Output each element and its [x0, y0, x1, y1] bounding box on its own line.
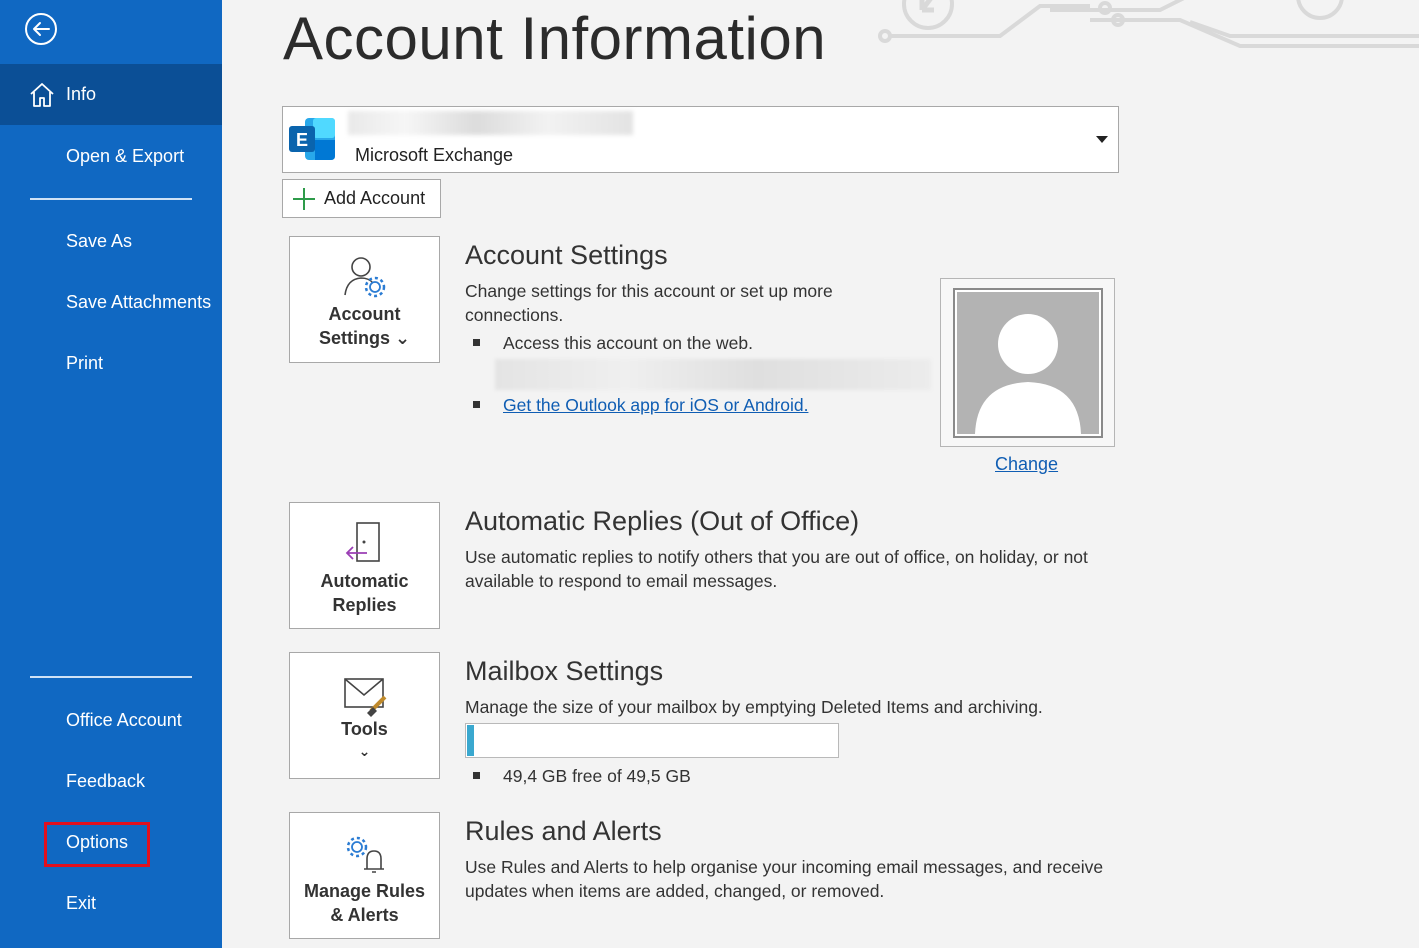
backstage-sidebar — [0, 0, 222, 948]
manage-rules-alerts-button[interactable] — [289, 812, 440, 939]
nav-divider — [30, 676, 192, 678]
tools-button[interactable] — [289, 652, 440, 779]
nav-label-options: Options — [66, 832, 129, 852]
mailbox-settings-title: Mailbox Settings — [465, 656, 664, 686]
page-title: Account Information — [283, 5, 827, 72]
mailbox-storage-bar — [465, 723, 839, 758]
nav-label-print: Print — [66, 353, 104, 373]
nav-divider — [30, 198, 192, 200]
automatic-replies-label-1: Automatic — [320, 571, 409, 591]
profile-photo-frame — [940, 278, 1115, 447]
nav-item-exit[interactable] — [0, 873, 222, 934]
mailbox-storage-fill — [467, 725, 474, 756]
bullet — [473, 772, 480, 779]
account-settings-title: Account Settings — [465, 240, 668, 270]
tools-chevron-icon: ⌄ — [358, 743, 371, 759]
automatic-replies-label-2: Replies — [332, 595, 397, 615]
nav-label-exit: Exit — [66, 893, 97, 913]
svg-text:E: E — [295, 130, 309, 150]
nav-item-open-export[interactable] — [0, 126, 222, 187]
account-settings-button[interactable] — [289, 236, 440, 363]
mailbox-storage-text: 49,4 GB free of 49,5 GB — [503, 766, 691, 786]
account-selector-dropdown[interactable] — [282, 106, 1119, 173]
nav-item-office-account[interactable] — [0, 690, 222, 751]
change-photo-link[interactable]: Change — [995, 454, 1059, 474]
account-settings-description: Change settings for this account or set up more connections. — [465, 281, 833, 325]
account-settings-label-2: Settings ⌄ — [318, 328, 411, 348]
tools-label: Tools — [341, 719, 388, 739]
plus-icon — [291, 186, 317, 212]
dropdown-arrow-icon[interactable] — [1096, 136, 1108, 143]
nav-item-save-attachments[interactable] — [0, 272, 222, 333]
add-account-label: Add Account — [324, 188, 426, 208]
nav-label-save-attachments: Save Attachments — [66, 292, 212, 312]
outlook-mobile-app-link[interactable]: Get the Outlook app for iOS or Android. — [503, 395, 809, 415]
circuit-decoration — [860, 0, 1419, 60]
access-web-text: Access this account on the web. — [503, 333, 753, 353]
nav-label-info: Info — [66, 84, 97, 104]
automatic-replies-title: Automatic Replies (Out of Office) — [465, 506, 860, 536]
add-account-button[interactable] — [282, 179, 441, 218]
account-settings-label-1: Account — [328, 304, 401, 324]
manage-rules-label-1: Manage Rules — [303, 881, 426, 901]
nav-label-save-as: Save As — [66, 231, 133, 251]
automatic-replies-icon — [341, 519, 389, 567]
bullet — [473, 401, 480, 408]
exchange-icon — [287, 116, 337, 162]
automatic-replies-button[interactable] — [289, 502, 440, 629]
bullet — [473, 339, 480, 346]
nav-item-save-as[interactable] — [0, 211, 222, 272]
rules-alerts-description: Use Rules and Alerts to help organise your incoming email messages, and receive updates when items are added, changed, or removed. — [465, 857, 1104, 901]
back-button[interactable] — [24, 12, 58, 46]
home-icon — [28, 81, 56, 109]
nav-label-office-account: Office Account — [66, 710, 182, 730]
mailbox-settings-description: Manage the size of your mailbox by emptying Deleted Items and archiving. — [465, 697, 1043, 717]
mailbox-tools-icon — [341, 673, 389, 717]
default-avatar-icon — [957, 292, 1099, 434]
account-settings-icon — [341, 253, 389, 301]
back-arrow-icon — [24, 12, 58, 46]
rules-alerts-title: Rules and Alerts — [465, 816, 662, 846]
nav-item-info[interactable] — [0, 64, 222, 125]
web-url-redacted — [495, 359, 931, 390]
nav-item-feedback[interactable] — [0, 751, 222, 812]
options-highlight-box — [44, 822, 150, 867]
account-type-label: Microsoft Exchange — [355, 145, 514, 165]
account-email-redacted — [348, 111, 633, 135]
rules-alerts-icon — [341, 829, 389, 877]
nav-label-feedback: Feedback — [66, 771, 146, 791]
nav-item-print[interactable] — [0, 333, 222, 394]
automatic-replies-description: Use automatic replies to notify others that you are out of office, on holiday, or not available to respond to email messages. — [465, 547, 1088, 591]
manage-rules-label-2: & Alerts — [330, 905, 399, 925]
nav-label-open-export: Open & Export — [66, 146, 185, 166]
profile-photo — [953, 288, 1103, 438]
